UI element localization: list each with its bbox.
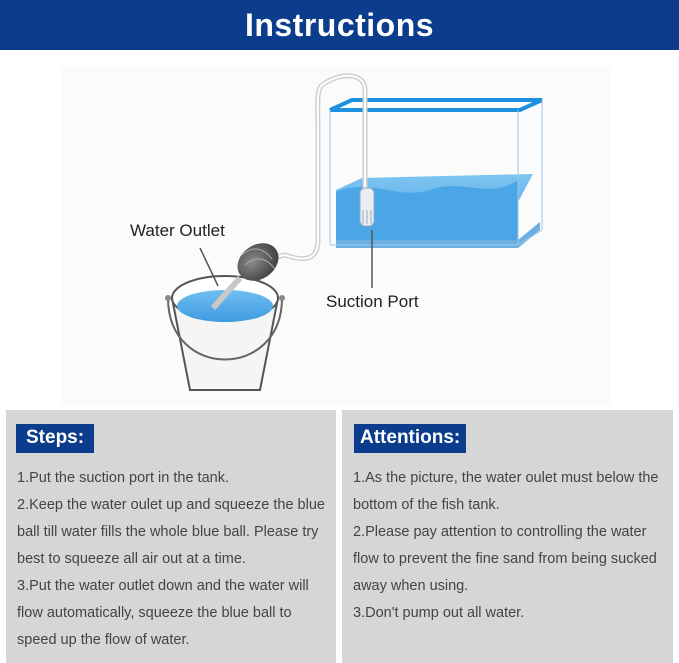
- attentions-panel: [342, 410, 673, 663]
- suction-port-label: Suction Port: [326, 292, 419, 311]
- steps-panel: [6, 410, 336, 663]
- steps-heading: Steps:: [16, 424, 94, 453]
- attentions-list: [353, 465, 667, 627]
- water-outlet-label: Water Outlet: [130, 221, 225, 240]
- header-banner: [0, 0, 679, 50]
- page-title: Instructions: [244, 6, 435, 43]
- step-item: 1.Put the suction port in the tank.: [17, 470, 229, 486]
- attention-item: 2.Please pay attention to controlling the water flow to prevent the fine sand from being sucked away when using.: [353, 524, 657, 594]
- steps-list: [17, 465, 330, 654]
- step-item: 3.Put the water outlet down and the water will flow automatically, squeeze the blue ball to speed up the flow of water.: [17, 578, 309, 648]
- siphon-illustration: [0, 50, 679, 410]
- attention-item: 3.Don't pump out all water.: [353, 605, 525, 621]
- step-item: 2.Keep the water oulet up and squeeze the blue ball till water fills the whole blue ball. Please try best to squeeze all air out at a time.: [17, 497, 325, 567]
- attentions-heading: Attentions:: [354, 424, 466, 453]
- attention-item: 1.As the picture, the water oulet must below the bottom of the fish tank.: [353, 470, 659, 513]
- siphon-diagram: [0, 50, 679, 410]
